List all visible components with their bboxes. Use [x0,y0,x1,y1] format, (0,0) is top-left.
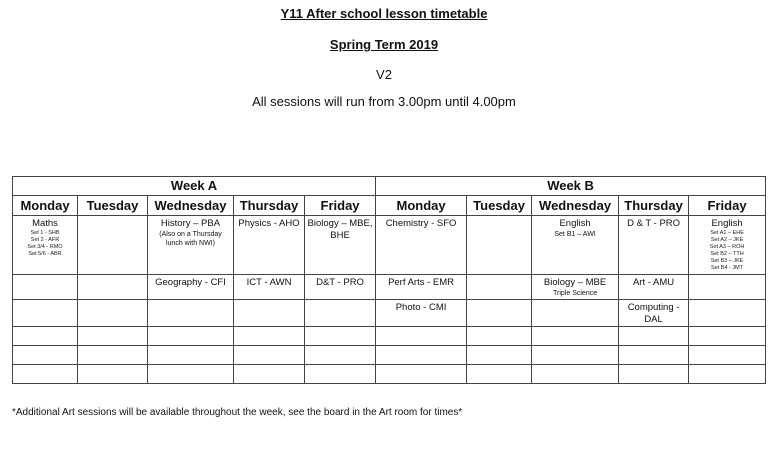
lesson-cell [305,346,376,365]
lesson-cell [13,275,78,300]
lesson-cell [532,365,619,384]
lesson-set: Set B2 – TTH [710,251,744,257]
lesson-note: Set B1 – AWI [554,231,596,238]
lesson-cell [305,300,376,327]
lesson-cell [305,275,376,300]
version-label: V2 [376,67,392,82]
lesson-subject: D&T - PRO [316,277,364,288]
day-header-wednesday: Wednesday [532,196,619,216]
lesson-cell [148,346,234,365]
lesson-cell [376,346,467,365]
lesson-subject: Biology – MBE, BHE [307,218,373,241]
lesson-subject: Art - AMU [632,277,675,288]
lesson-subject [467,300,531,302]
lesson-set: Set B4 - JMT [711,265,744,271]
lesson-cell [234,300,305,327]
lesson-subject: Maths [32,218,58,229]
lesson-note: lunch with NWI) [165,240,215,247]
lesson-cell [305,327,376,346]
lesson-cell [234,365,305,384]
lesson-subject: D & T - PRO [627,218,681,229]
lesson-subject: Photo - CMI [395,302,447,313]
lesson-cell [689,300,766,327]
lesson-subject [689,300,765,302]
lesson-subject: English [711,218,743,229]
day-header-thursday: Thursday [619,196,689,216]
lesson-cell [619,300,689,327]
day-header-friday: Friday [305,196,376,216]
lesson-cell [467,346,532,365]
lesson-subject [305,300,375,302]
lesson-set: Set A1 – EHE [710,230,744,236]
lesson-set: Set 2 - AFR [30,237,60,243]
lesson-cell [78,300,148,327]
lesson-note: Triple Science [553,290,598,297]
lesson-cell [532,327,619,346]
lesson-cell [376,300,467,327]
lesson-cell [148,216,234,275]
lesson-cell [78,327,148,346]
day-header-wednesday: Wednesday [148,196,234,216]
footer-note: *Additional Art sessions will be available throughout the week, see the board in the Art room for times* [12,407,463,418]
lesson-cell [234,346,305,365]
lesson-cell [234,216,305,275]
lesson-set: Set 5/6 - ABR [28,251,62,257]
lesson-cell [234,327,305,346]
lesson-set: Set 1 - SHB [30,230,60,236]
lesson-subject [689,275,765,277]
lesson-cell [13,216,78,275]
lesson-cell [689,216,766,275]
day-header-thursday: Thursday [234,196,305,216]
week-a-header: Week A [13,177,376,196]
lesson-subject [148,300,233,302]
session-time-info: All sessions will run from 3.00pm until 4.00pm [252,94,516,109]
lesson-cell [148,327,234,346]
lesson-set: Set B3 – JKE [710,258,744,264]
lesson-cell [78,365,148,384]
page-title: Y11 After school lesson timetable [280,6,488,21]
lesson-cell [234,275,305,300]
lesson-subject [532,300,618,302]
lesson-cell [467,275,532,300]
lesson-cell [532,300,619,327]
lesson-subject [234,300,304,302]
lesson-cell [467,365,532,384]
day-header-friday: Friday [689,196,766,216]
lesson-subject [13,275,77,277]
lesson-cell [13,300,78,327]
lesson-cell [532,346,619,365]
lesson-subject [467,216,531,218]
lesson-set: Set A2 – JKE [710,237,744,243]
day-header-tuesday: Tuesday [78,196,148,216]
timetable [12,176,766,384]
lesson-cell [532,275,619,300]
lesson-subject [467,275,531,277]
day-header-monday: Monday [376,196,467,216]
lesson-cell [78,216,148,275]
lesson-cell [376,216,467,275]
lesson-subject: Physics - AHO [238,218,300,229]
lesson-cell [467,300,532,327]
lesson-set: Set A3 – ROH [709,244,745,250]
lesson-cell [689,346,766,365]
lesson-cell [619,365,689,384]
lesson-cell [619,327,689,346]
lesson-cell [148,365,234,384]
lesson-subject: English [559,218,591,229]
lesson-subject: Computing - DAL [627,302,680,325]
lesson-cell [619,275,689,300]
lesson-cell [689,275,766,300]
lesson-subject: Geography - CFI [155,277,226,288]
lesson-cell [13,365,78,384]
lesson-cell [13,327,78,346]
lesson-subject [78,275,147,277]
lesson-cell [148,300,234,327]
lesson-cell [13,346,78,365]
lesson-subject [13,300,77,302]
lesson-set: Set 3/4 - RMO [27,244,63,250]
lesson-cell [305,216,376,275]
lesson-cell [532,216,619,275]
lesson-subject: ICT - AWN [246,277,292,288]
lesson-subject: Perf Arts - EMR [388,277,455,288]
lesson-cell [78,346,148,365]
lesson-subject: Biology – MBE [543,277,607,288]
lesson-cell [148,275,234,300]
lesson-subject: History – PBA [160,218,221,229]
lesson-cell [619,346,689,365]
lesson-cell [78,275,148,300]
lesson-note: (Also on a Thursday [159,231,222,238]
lesson-cell [376,275,467,300]
lesson-subject [78,300,147,302]
lesson-subject: Chemistry - SFO [385,218,457,229]
lesson-cell [689,327,766,346]
week-b-header: Week B [376,177,766,196]
lesson-cell [305,365,376,384]
day-header-tuesday: Tuesday [467,196,532,216]
lesson-cell [467,216,532,275]
day-header-monday: Monday [13,196,78,216]
lesson-cell [689,365,766,384]
lesson-subject [78,216,147,218]
term-subtitle: Spring Term 2019 [329,37,439,52]
lesson-cell [376,365,467,384]
lesson-cell [467,327,532,346]
lesson-cell [619,216,689,275]
lesson-cell [376,327,467,346]
